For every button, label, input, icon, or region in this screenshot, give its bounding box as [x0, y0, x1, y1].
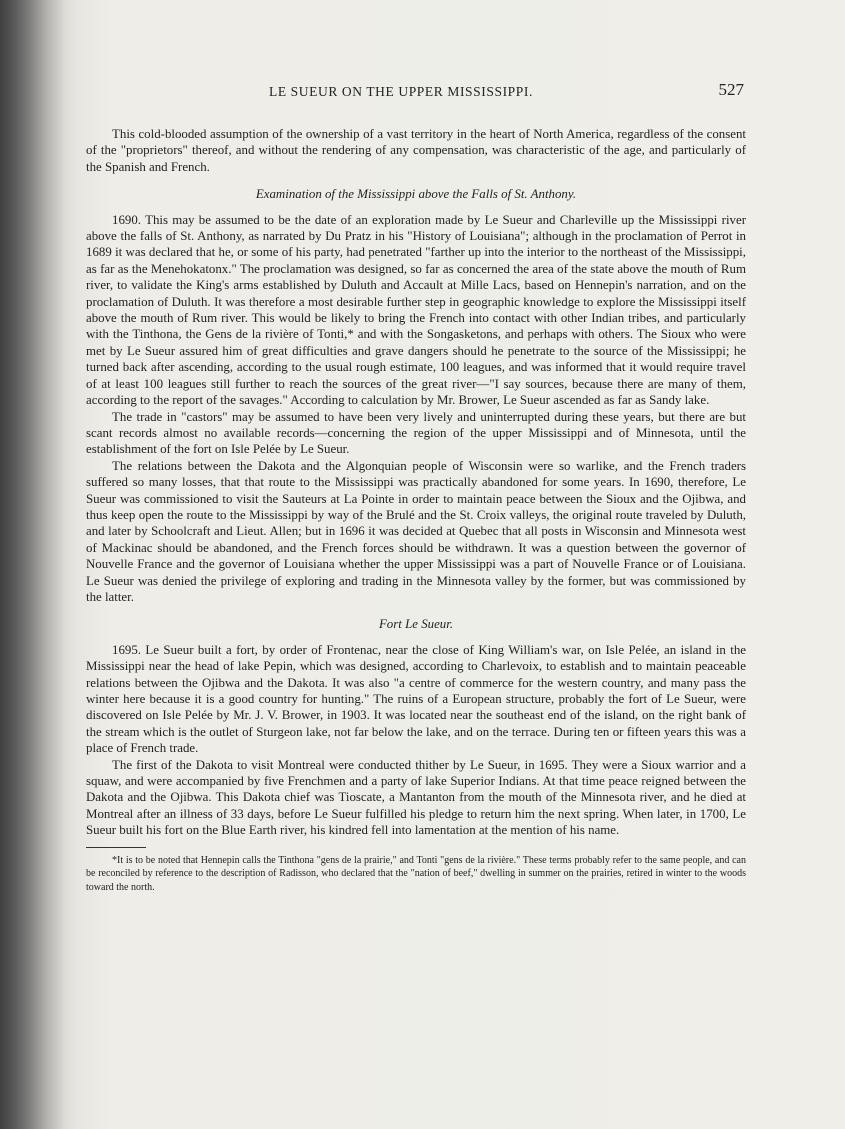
paragraph-1690-exploration: 1690. This may be assumed to be the date of an exploration made by Le Sueur and Charleville up the Mississippi river above the falls of St. Anthony, as narrated by Du Pratz in his "History of Louisiana"; although in the proclamation of Perrot in 1689 it was declared that he, or some of his party, had penetrated "farther up into the interior to the northeast of the Mississippi, as far as the Menehokatonx." The proclamation was designed, so far as concerned the area of the state above the mouth of Rum river, to validate the King's arms established by Duluth and Accault at Mille Lacs, based on Hennepin's narration, and on the proclamation of Duluth. It was therefore a most desirable further step in geographic knowledge to explore the Mississippi itself above the mouth of Rum river. This would be likely to bring the French into contact with other Indian tribes, and particularly with the Tinthona, the Gens de la rivière of Tonti,* and with the Songasketons, and perhaps with others. The Sioux who were met by Le Sueur assured him of great difficulties and grave dangers should he penetrate to the source of the Mississippi; he turned back after ascending, according to the usual rough estimate, 100 leagues, and was informed that it would require travel of at least 100 leagues still further to reach the sources of the great river—"I say sources, because there are many of them, according to the report of the savages." According to calculation by Mr. Brower, Le Sueur ascended as far as Sandy lake. — [86, 212, 746, 408]
paragraph-1695-fort: 1695. Le Sueur built a fort, by order of Frontenac, near the close of King William's war, on Isle Pelée, an island in the Mississippi near the head of lake Pepin, which was designed, according to Charlevoix, to establish and to maintain peaceable relations between the Ojibwa and the Dakota. It was also "a centre of commerce for the western country, and many pass the winter here because it is a good country for hunting." The ruins of a European structure, probably the fort of Le Sueur, were discovered on Isle Pelée by Mr. J. V. Brower, in 1903. It was located near the southeast end of the island, on the right bank of the stream which is the outlet of Sturgeon lake, not far below the lake, and on the terrace. During ten or fifteen years this was a place of French trade. — [86, 642, 746, 756]
binding-shadow — [0, 0, 64, 1129]
paragraph-assumption: This cold-blooded assumption of the ownership of a vast territory in the heart of North America, regardless of the consent of the "proprietors" thereof, and without the rendering of any compensation, was characteristic of the age, and particularly of the Spanish and French. — [86, 127, 746, 174]
body-text — [86, 126, 746, 894]
paragraph-castor-trade: The trade in "castors" may be assumed to have been very lively and uninterrupted during these years, but there are but scant records almost no available records—concerning the region of the upper Mississippi and of Minnesota, until the establishment of the fort on Isle Pelée by Le Sueur. — [86, 409, 746, 457]
paragraph-dakota-relations: The relations between the Dakota and the Algonquian people of Wisconsin were so warlike, and the French traders suffered so many losses, that that route to the Mississippi was practically abandoned for some years. In 1690, therefore, Le Sueur was commissioned to visit the Sauteurs at La Pointe in order to maintain peace between the Sioux and the Ojibwa, and thus keep open the route to the Mississippi by way of the Brulé and the St. Croix valleys, the original route traveled by Duluth, and later by Schoolcraft and Lieut. Allen; but in 1696 it was decided at Quebec that all posts in Wisconsin and Minnesota west of Mackinac should be abandoned, and the French forces should be withdrawn. It was a question between the governor of Nouvelle France and the governor of Louisiana whether the upper Mississippi was a part of Nouvelle France or of Louisiana. Le Sueur was denied the privilege of exploring and trading in the Minnesota valley by the former, but was commissioned by the latter. — [86, 458, 746, 604]
page-header — [86, 80, 744, 106]
footnote: *It is to be noted that Hennepin calls the Tinthona "gens de la prairie," and Tonti "gens de la rivière." These terms probably refer to the same people, and can be reconciled by reference to the description of Radisson, who declared that the "nation of beef," dwelling in summer on the prairies, retired in winter to the woods toward the north. — [86, 854, 746, 893]
footnote-rule — [86, 847, 146, 848]
section-heading-fort: Fort Le Sueur. — [378, 617, 454, 632]
section-heading-examination: Examination of the Mississippi above the Falls of St. Anthony. — [255, 187, 577, 202]
paragraph-dakota-montreal: The first of the Dakota to visit Montreal were conducted thither by Le Sueur, in 1695. They were a Sioux warrior and a squaw, and were accompanied by five Frenchmen and a party of lake Superior Indians. At that time peace reigned between the Dakota and the Ojibwa. This Dakota chief was Tioscate, a Mantanton from the mouth of the Minnesota river, and he died at Montreal after an illness of 33 days, before Le Sueur fulfilled his pledge to return him the next spring. When later, in 1700, Le Sueur built his fort on the Blue Earth river, his kindred fell into lamentation at the mention of his name. — [86, 757, 746, 838]
page-number: 527 — [718, 80, 744, 99]
running-title: LE SUEUR ON THE UPPER MISSISSIPPI. — [269, 84, 533, 99]
